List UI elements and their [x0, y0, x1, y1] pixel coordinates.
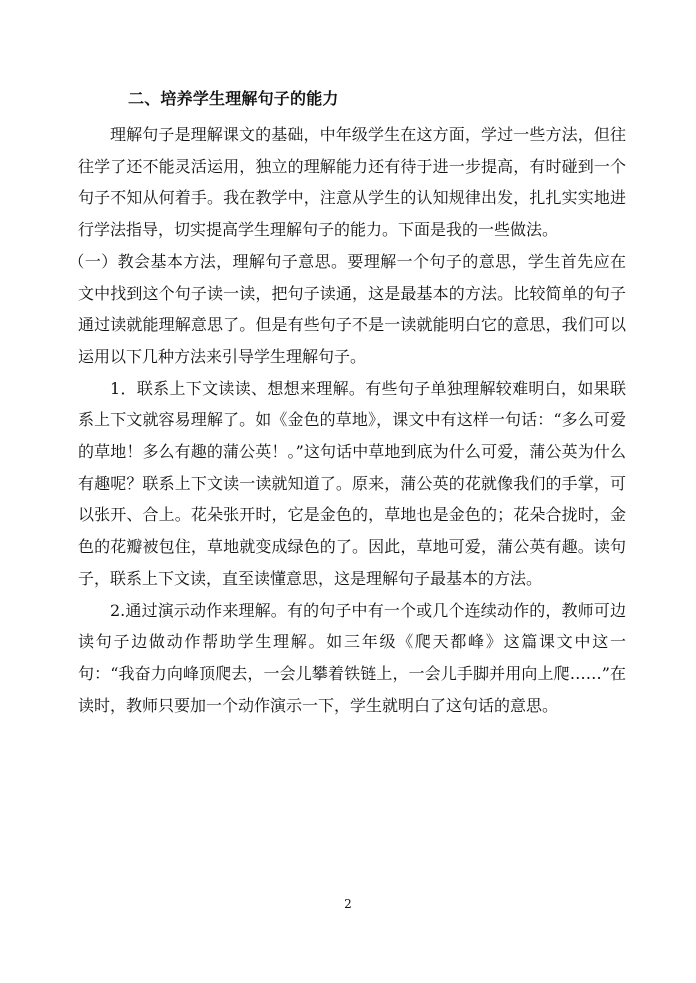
paragraph-intro: 理解句子是理解课文的基础，中年级学生在这方面，学过一些方法，但往往学了还不能灵活运用，独立的理解能力还有待于进一步提高，有时碰到一个句子不知从何着手。我在教学中，注意从学生的认知规律出发，扎扎实实地进行学法指导，切实提高学生理解句子的能力。下面是我的一些做法。 — [78, 125, 626, 240]
section-heading: 二、培养学生理解句子的能力 — [128, 89, 339, 108]
paragraph-method-context: 1．联系上下文读读、想想来理解。有些句子单独理解较难明白，如果联系上下文就容易理解了。如《金色的草地》，课文中有这样一句话：“多么可爱的草地！多么有趣的蒲公英！。”这句话中草地到底为什么可爱，蒲公英为什么有趣呢？联系上下文读一读就知道了。原来，蒲公英的花就像我们的手掌，可以张开、合上。花朵张开时，它是金色的，草地也是金色的；花朵合拢时，金色的花瓣被包住，草地就变成绿色的了。因此，草地可爱，蒲公英有趣。读句子，联系上下文读，直至读懂意思，这是理解句子最基本的方法。 — [78, 378, 626, 588]
page-number: 2 — [344, 897, 352, 911]
paragraph-method-overview: （一）教会基本方法，理解句子意思。要理解一个句子的意思，学生首先应在文中找到这个句子读一读，把句子读通，这是最基本的方法。比较简单的句子通过读就能理解意思了。但是有些句子不是一读就能明白它的意思，我们可以运用以下几种方法来引导学生理解句子。 — [68, 251, 626, 366]
paragraph-method-demonstration: 2.通过演示动作来理解。有的句子中有一个或几个连续动作的，教师可边读句子边做动作帮助学生理解。如三年级《爬天都峰》这篇课文中这一句：“我奋力向峰顶爬去，一会儿攀着铁链上，一会儿手脚并用向上爬……”在读时，教师只要加一个动作演示一下，学生就明白了这句话的意思。 — [78, 600, 626, 715]
body-text — [68, 119, 626, 721]
